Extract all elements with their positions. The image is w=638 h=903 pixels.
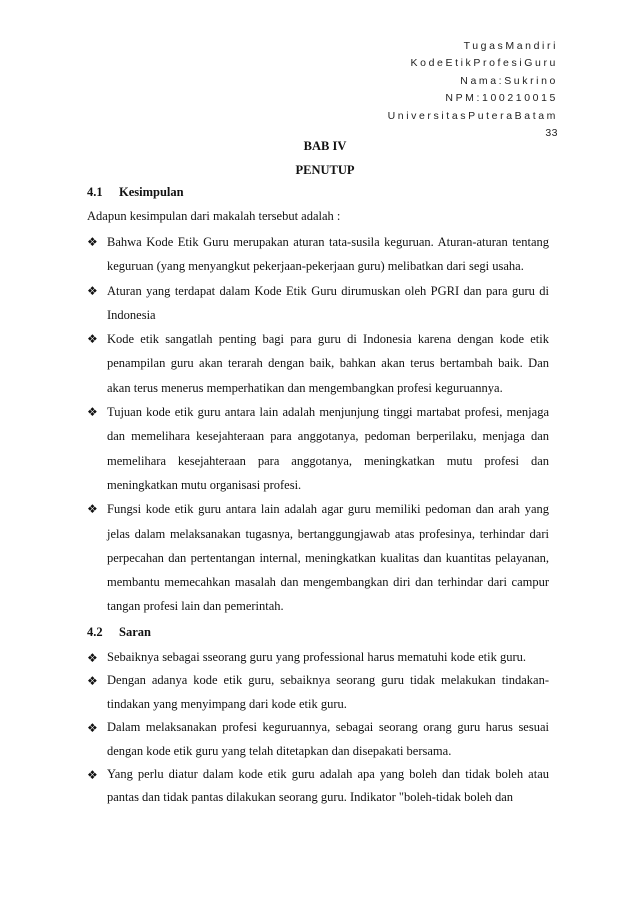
diamond-bullet-icon: ❖ bbox=[87, 674, 98, 689]
section-heading-conclusion bbox=[87, 185, 184, 200]
list-item bbox=[87, 646, 549, 669]
suggestions-list bbox=[87, 646, 549, 810]
section-number: 4.1 bbox=[87, 185, 103, 199]
diamond-bullet-icon: ❖ bbox=[87, 283, 98, 298]
section-title: Kesimpulan bbox=[119, 185, 184, 199]
header-student-id: NPM:100210015 bbox=[445, 92, 558, 105]
list-item-text: Sebaiknya sebagai sseorang guru yang professional harus mematuhi kode etik guru. bbox=[107, 650, 526, 664]
list-item bbox=[87, 669, 549, 716]
conclusion-list bbox=[87, 230, 549, 619]
list-item-text: Fungsi kode etik guru antara lain adalah agar guru memiliki pedoman dan arah yang jelas dalam melaksanakan tugasnya, bertanggungjawab atas profesinya, terhindar dari perpecahan dan pertentangan internal, meningkatkan kualitas dan kuantitas pelayanan, membantu memecahkan masalah dan mengembangkan diri dan terhindar dari campur tangan profesi lain dan pemerintah. bbox=[107, 502, 549, 614]
section-number: 4.2 bbox=[87, 625, 103, 639]
list-item-text: Kode etik sangatlah penting bagi para guru di Indonesia karena dengan kode etik penampilan guru akan terarah dengan baik, bahkan akan terus bertambah baik. Dan akan terus menerus memperhatikan dan mengembangkan profesi keguruannya. bbox=[107, 332, 549, 395]
header-student-name: Nama:Sukrino bbox=[460, 74, 558, 87]
list-item bbox=[87, 763, 549, 810]
list-item-text: Dalam melaksanakan profesi keguruannya, sebagai seorang orang guru harus sesuai dengan kode etik guru yang telah ditetapkan dan disepakati bersama. bbox=[107, 720, 549, 758]
diamond-bullet-icon: ❖ bbox=[87, 332, 98, 347]
conclusion-intro: Adapun kesimpulan dari makalah tersebut adalah : bbox=[87, 209, 341, 223]
list-item-text: Aturan yang terdapat dalam Kode Etik Guru dirumuskan oleh PGRI dan para guru di Indonesia bbox=[107, 283, 549, 322]
section-title: Saran bbox=[119, 625, 151, 639]
diamond-bullet-icon: ❖ bbox=[87, 651, 98, 665]
page-number: 33 bbox=[545, 127, 558, 140]
page-header bbox=[258, 38, 558, 142]
list-item-text: Dengan adanya kode etik guru, sebaiknya seorang guru tidak melakukan tindakan-tindakan yang menyimpang dari kode etik guru. bbox=[107, 673, 549, 711]
list-item-text: Bahwa Kode Etik Guru merupakan aturan tata-susila keguruan. Aturan-aturan tentang keguruan (yang menyangkut pekerjaan-pekerjaan guru) melibatkan dari segi usaha. bbox=[107, 235, 549, 274]
list-item bbox=[87, 279, 549, 328]
chapter-label: BAB IV bbox=[303, 139, 347, 153]
header-assignment: TugasMandiri bbox=[463, 40, 558, 52]
list-item-text: Tujuan kode etik guru antara lain adalah menjunjung tinggi martabat profesi, menjaga dan memelihara kesejahteraan para anggotanya, pedoman berperilaku, menjaga dan memelihara kesejahteraan para anggotanya, meningkatkan mutu profesi dan meningkatkan mutu organisasi profesi. bbox=[107, 405, 549, 492]
list-item bbox=[87, 497, 549, 618]
header-university: UniversitasPuteraBatam bbox=[387, 109, 558, 122]
diamond-bullet-icon: ❖ bbox=[87, 768, 98, 783]
header-course: KodeEtikProfesiGuru bbox=[410, 57, 558, 70]
chapter-title: PENUTUP bbox=[295, 163, 355, 177]
list-item bbox=[87, 716, 549, 763]
diamond-bullet-icon: ❖ bbox=[87, 235, 98, 249]
diamond-bullet-icon: ❖ bbox=[87, 405, 98, 420]
diamond-bullet-icon: ❖ bbox=[87, 502, 98, 517]
list-item bbox=[87, 230, 549, 279]
list-item-text: Yang perlu diatur dalam kode etik guru adalah apa yang boleh dan tidak boleh atau pantas dan tidak pantas dilakukan seorang guru. Indikator "boleh-tidak boleh dan bbox=[107, 767, 549, 805]
diamond-bullet-icon: ❖ bbox=[87, 721, 98, 736]
list-item bbox=[87, 400, 549, 497]
list-item bbox=[87, 327, 549, 400]
section-heading-suggestions bbox=[87, 625, 151, 640]
